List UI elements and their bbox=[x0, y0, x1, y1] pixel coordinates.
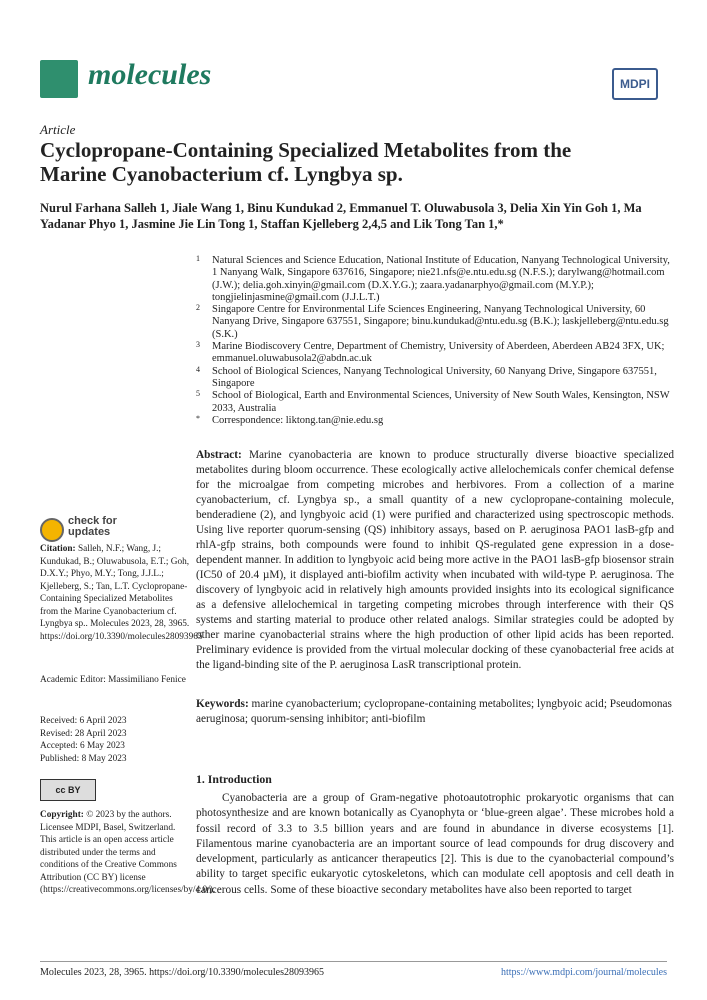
journal-name: molecules bbox=[88, 58, 212, 91]
keywords: Keywords: marine cyanobacterium; cyclopropane-containing metabolites; lyngbyoic acid; Pseudomonas aeruginosa; quorum-sensing inhibitor; anti-biofilm bbox=[196, 698, 672, 725]
footer bbox=[40, 967, 667, 978]
correspondence: * Correspondence: liktong.tan@nie.edu.sg bbox=[196, 413, 384, 426]
footer-rule bbox=[40, 961, 667, 962]
footer-citation: Molecules 2023, 28, 3965. https://doi.org/10.3390/molecules28093965 bbox=[40, 967, 324, 978]
affiliation-4: 4 School of Biological Sciences, Nanyang Technological University, 60 Nanyang Drive, Singapore 637551, Singapore bbox=[196, 364, 657, 389]
dates: Received: 6 April 2023 Revised: 28 April 2023 Accepted: 6 May 2023 Published: 8 May 2023 bbox=[40, 716, 127, 764]
article-type: Article bbox=[40, 122, 76, 137]
affiliation-1: 1 Natural Sciences and Science Education, National Institute of Education, Nanyang Technological University, 1 Nanyang Walk, Singapore 637616, Singapore; nie21.nfs@e.ntu.edu.sg (N.F.S.); darylwang@hotmail.com (J.W.); delia.goh.xinyin@gmail.com (D.X.Y.G.); zaara.yadanarphyo@gmail.com (M.Y.P.); tongjielinjasmine@gmail.com (J.J.L.T.) bbox=[196, 254, 670, 303]
academic-editor: Academic Editor: Massimiliano Fenice bbox=[40, 675, 186, 685]
citation: Citation: Salleh, N.F.; Wang, J.; Kundukad, B.; Oluwabusola, E.T.; Goh, D.X.Y.; Phyo, M.Y.; Tong, J.J.L.; Kjelleberg, S.; Tan, L.T. Cyclopropane-Containing Specialized Metabolites from the Marine Cyanobacterium cf. Lyngbya sp.. Molecules 2023, 28, 3965. https://doi.org/10.3390/molecules28093965 bbox=[40, 544, 203, 642]
article-title bbox=[40, 138, 670, 186]
cc-by-badge[interactable]: cc BY bbox=[40, 779, 96, 801]
copyright: Copyright: © 2023 by the authors. Licensee MDPI, Basel, Switzerland. This article is an open access article distributed under the terms and conditions of the Creative Commons Attribution (CC BY) license (https://creativecommons.org/licenses/by/4.0/). bbox=[40, 810, 216, 895]
journal-link[interactable]: https://www.mdpi.com/journal/molecules bbox=[501, 967, 667, 978]
update-icon bbox=[40, 518, 64, 542]
affiliation-5: 5 School of Biological, Earth and Environmental Sciences, University of New South Wales, Kensington, NSW 2033, Australia bbox=[196, 389, 670, 414]
title-line-1: Cyclopropane-Containing Specialized Metabolites from the bbox=[40, 138, 572, 162]
intro-paragraph: Cyanobacteria are a group of Gram-negative photoautotrophic prokaryotic organisms that can photosynthesize and are known botanically as Cyanophyta or ‘blue-green algae’. These microbes hold a fossil record of 3.3 to 3.5 billion years and are found in abundance in diverse ecosystems [1]. Filamentous marine cyanobacteria are an important source of lead compounds for drug discovery and development, particularly as anticancer therapeutics [2]. This is due to the cyanobacterial compound’s ability to target specific eukaryotic cytoskeletons, which can modulate cell apoptosis and cell death in cancerous cells. Some of these bioactive secondary metabolites have also been reported to target bbox=[196, 792, 674, 896]
publisher-logo: MDPI bbox=[612, 68, 658, 100]
journal-logo bbox=[40, 60, 78, 98]
check-for-updates-button[interactable]: check for updates bbox=[40, 516, 130, 556]
intro-heading: 1. Introduction bbox=[196, 772, 272, 786]
title-line-2: Marine Cyanobacterium cf. Lyngbya sp. bbox=[40, 162, 403, 186]
affiliations bbox=[196, 255, 676, 427]
affiliation-3: 3 Marine Biodiscovery Centre, Department of Chemistry, University of Aberdeen, Aberdeen AB24 3FX, UK; emmanuel.oluwabusola2@abdn.ac.uk bbox=[196, 340, 665, 365]
affiliation-2: 2 Singapore Centre for Environmental Life Sciences Engineering, Nanyang Technological University, 60 Nanyang Drive, Singapore 637551, Singapore; binu.kundukad@ntu.edu.sg (B.K.); laskjelleberg@ntu.edu.sg (S.K.) bbox=[196, 303, 669, 340]
author-list: Nurul Farhana Salleh 1, Jiale Wang 1, Binu Kundukad 2, Emmanuel T. Oluwabusola 3, Delia Xin Yin Goh 1, Ma Yadanar Phyo 1, Jasmine Jie Lin Tong 1, Staffan Kjelleberg 2,4,5 and Lik Tong Tan 1,* bbox=[40, 201, 642, 231]
abstract: Abstract: Marine cyanobacteria are known to produce structurally diverse bioactive specialized metabolites during bloom occurrence. These ecologically active allelochemicals confer chemical defense for the microalgae from competing microbes and herbivores. From a collection of a marine cyanobacterium, cf. Lyngbya sp., a small quantity of a new cyclopropane-containing molecule, benderadiene (2), and lyngbyoic acid (1) were purified and characterized using spectroscopic methods. Using live reporter quorum-sensing (QS) inhibitory assays, based on P. aeruginosa PAO1 lasB-gfp and rhlA-gfp strains, both compounds were found to inhibit QS-regulated gene expression in a dose-dependent manner. In addition to lyngbyoic acid being more active in the PAO1 lasB-gfp biosensor strain (IC50 of 20.4 µM), it displayed anti-biofilm activity when incubated with wild-type P. aeruginosa. The discovery of lyngbyoic acid in relatively high amounts provided insights into its ecological significance as a defensive allelochemical in targeting competing microbes through interference with their QS systems and starting material to produce other related analogs. Similar strategies could be adopted by other marine cyanobacterial strains where the high production of other lipid acids has been reported. Preliminary evidence is provided from the virtual molecular docking of these cyanobacterial free acids at the ligand-binding site of the P. aeruginosa LasR transcriptional protein. bbox=[196, 449, 675, 671]
